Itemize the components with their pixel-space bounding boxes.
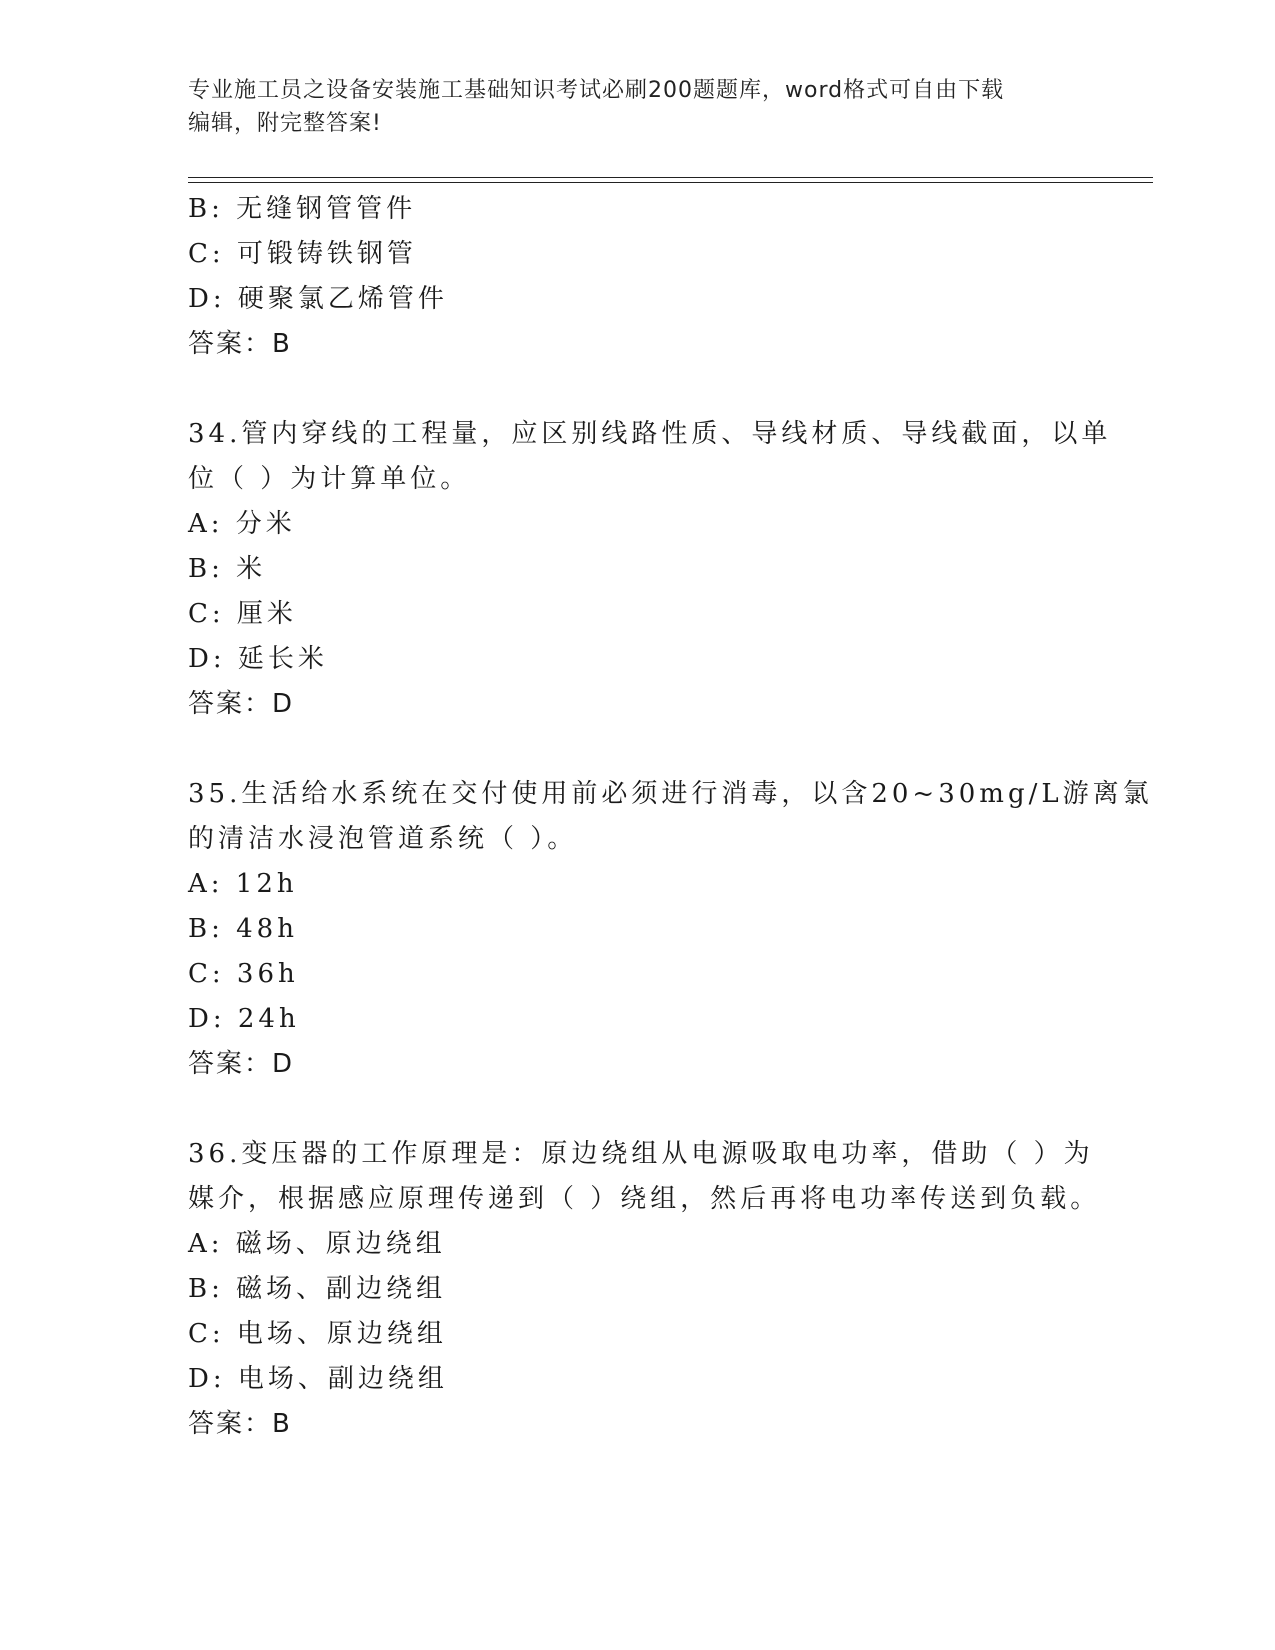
q36-option-b: B: 磁场、副边绕组 bbox=[188, 1274, 447, 1304]
q36-option-a: A: 磁场、原边绕组 bbox=[188, 1229, 446, 1259]
q34-option-b: B: 米 bbox=[188, 554, 267, 584]
q33-option-c: C: 可锻铸铁钢管 bbox=[188, 239, 417, 269]
q34-stem-line-1: 34.管内穿线的工程量，应区别线路性质、导线材质、导线截面，以单 bbox=[188, 419, 1112, 449]
header-divider-bottom bbox=[188, 182, 1153, 183]
q34-option-d: D: 延长米 bbox=[188, 644, 328, 674]
q33-answer: 答案：B bbox=[188, 329, 292, 359]
header-divider-top bbox=[188, 177, 1153, 178]
q33-option-d: D: 硬聚氯乙烯管件 bbox=[188, 284, 448, 314]
q36-stem-line-2: 媒介，根据感应原理传递到（ ）绕组，然后再将电功率传送到负载。 bbox=[188, 1184, 1101, 1214]
q33-option-b: B: 无缝钢管管件 bbox=[188, 194, 417, 224]
document-header bbox=[188, 74, 1088, 140]
header-line-2: 编辑，附完整答案! bbox=[188, 111, 382, 136]
q35-stem-line-2: 的清洁水浸泡管道系统（ ）。 bbox=[188, 824, 578, 854]
q34-stem-line-2: 位（ ）为计算单位。 bbox=[188, 464, 471, 494]
q34-answer: 答案：D bbox=[188, 689, 295, 719]
q35-stem-line-1: 35.生活给水系统在交付使用前必须进行消毒，以含20~30mg/L游离氯 bbox=[188, 779, 1153, 809]
q36-option-d: D: 电场、副边绕组 bbox=[188, 1364, 448, 1394]
q34-option-a: A: 分米 bbox=[188, 509, 296, 539]
q34-option-c: C: 厘米 bbox=[188, 599, 297, 629]
q35-option-d: D: 24h bbox=[188, 1004, 300, 1034]
q35-option-c: C: 36h bbox=[188, 959, 299, 989]
q36-answer: 答案：B bbox=[188, 1409, 292, 1439]
q35-option-a: A: 12h bbox=[188, 869, 298, 899]
q36-option-c: C: 电场、原边绕组 bbox=[188, 1319, 447, 1349]
q35-option-b: B: 48h bbox=[188, 914, 298, 944]
header-line-1: 专业施工员之设备安装施工基础知识考试必刷200题题库，word格式可自由下载 bbox=[188, 78, 1005, 103]
q35-answer: 答案：D bbox=[188, 1049, 295, 1079]
q36-stem-line-1: 36.变压器的工作原理是：原边绕组从电源吸取电功率，借助（ ）为 bbox=[188, 1139, 1094, 1169]
